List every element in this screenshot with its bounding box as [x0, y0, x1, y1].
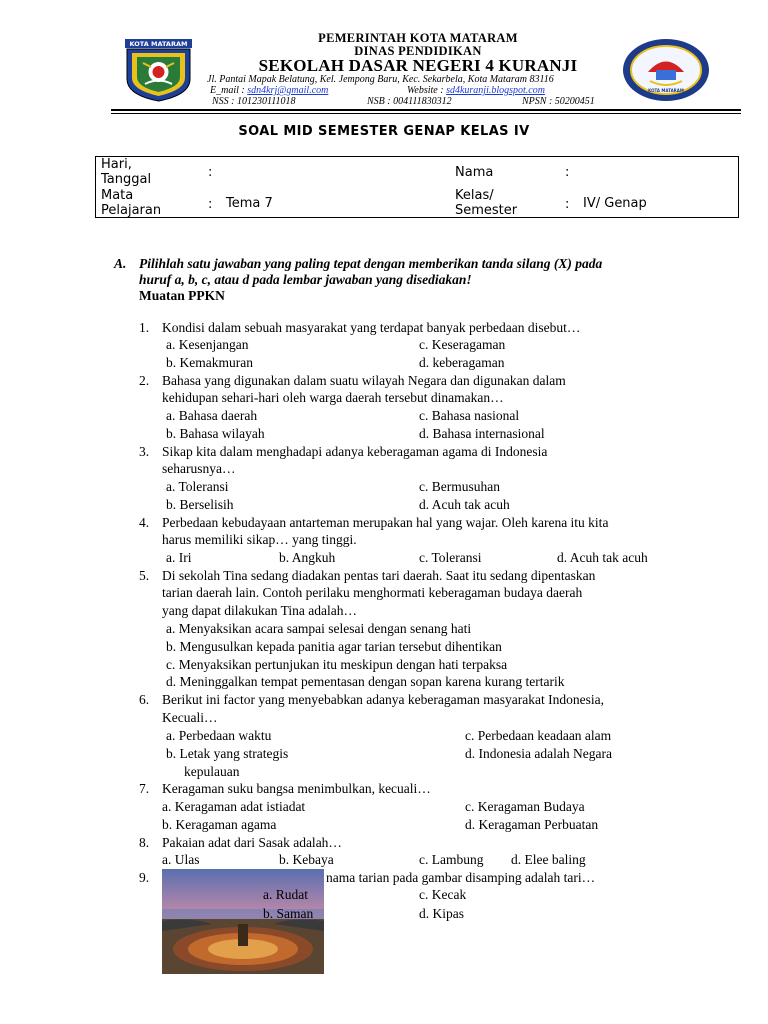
question-2: Bahasa yang digunakan dalam suatu wilayah Negara dan digunakan dalam: [162, 373, 566, 388]
question-5-cont: yang dapat dilakukan Tina adalah…: [162, 603, 357, 618]
option: c. Bahasa nasional: [419, 408, 520, 423]
option: c. Perbedaan keadaan alam: [465, 728, 612, 743]
subject-value: Tema 7: [226, 196, 273, 211]
option: c. Keseragaman: [419, 337, 506, 352]
question-3: Sikap kita dalam menghadapi adanya keberagaman agama di Indonesia: [162, 444, 548, 459]
question-number: 3.: [139, 444, 150, 459]
option: c. Keragaman Budaya: [465, 799, 585, 814]
option: d. Acuh tak acuh: [557, 550, 648, 565]
label-mata: Mata: [101, 188, 134, 203]
question-number: 9.: [139, 870, 150, 885]
option: c. Menyaksikan pertunjukan itu meskipun dengan hati terpaksa: [166, 657, 508, 672]
header-school-name: SEKOLAH DASAR NEGERI 4 KURANJI: [258, 56, 578, 75]
option: c. Lambung: [419, 852, 484, 867]
question-number: 5.: [139, 568, 150, 583]
option: d. Kipas: [419, 906, 464, 921]
option: a. Menyaksikan acara sampai selesai dengan senang hati: [166, 621, 472, 636]
question-2-cont: kehidupan sehari-hari oleh warga daerah tersebut dinamakan…: [162, 390, 504, 405]
colon: :: [565, 165, 570, 180]
header-divider-thin: [111, 113, 741, 114]
option: a. Rudat: [263, 887, 308, 902]
option: d. Elee baling: [511, 852, 586, 867]
option: b. Saman: [263, 906, 314, 921]
option: c. Toleransi: [419, 550, 482, 565]
label-kelas: Kelas/: [455, 188, 494, 203]
question-number: 4.: [139, 515, 150, 530]
option: a. Iri: [166, 550, 192, 565]
question-6: Berikut ini factor yang menyebabkan adanya keberagaman masyarakat Indonesia,: [162, 692, 604, 707]
question-5: Di sekolah Tina sedang diadakan pentas tari daerah. Saat itu sedang dipentaskan: [162, 568, 596, 583]
option: c. Kecak: [419, 887, 467, 902]
option: b. Kebaya: [279, 852, 334, 867]
question-number: 8.: [139, 835, 150, 850]
label-semester: Semester: [455, 203, 518, 218]
instruction-line-2: huruf a, b, c, atau d pada lembar jawaban yang disediakan!: [139, 272, 472, 287]
label-tanggal: Tanggal: [101, 172, 152, 187]
muatan-heading: Muatan PPKN: [139, 288, 225, 303]
option: d. Keragaman Perbuatan: [465, 817, 599, 832]
option: d. Indonesia adalah Negara: [465, 746, 612, 761]
question-9: nama tarian pada gambar disamping adalah tari…: [326, 870, 596, 885]
option-cont: kepulauan: [184, 764, 240, 779]
option: d. Bahasa internasional: [419, 426, 545, 441]
label-hari: Hari,: [101, 157, 132, 172]
question-number: 6.: [139, 692, 150, 707]
label-nama: Nama: [455, 165, 494, 180]
email-link[interactable]: sdn4krj@gmail.com: [247, 85, 329, 96]
option: b. Letak yang strategis: [166, 746, 289, 761]
option: d. keberagaman: [419, 355, 505, 370]
student-info-table: [95, 156, 739, 218]
label-pelajaran: Pelajaran: [101, 203, 162, 218]
colon: :: [208, 165, 213, 180]
svg-text:KOTA MATARAM: KOTA MATARAM: [648, 88, 684, 93]
colon: :: [565, 197, 570, 212]
colon: :: [208, 197, 213, 212]
kota-mataram-logo: [121, 37, 196, 103]
option: a. Bahasa daerah: [166, 408, 258, 423]
npsn-number: NPSN : 50200451: [522, 96, 595, 107]
question-7: Keragaman suku bangsa menimbulkan, kecuali…: [162, 781, 431, 796]
option: b. Bahasa wilayah: [166, 426, 265, 441]
question-number: 7.: [139, 781, 150, 796]
question-number: 2.: [139, 373, 150, 388]
school-logo: [620, 37, 712, 103]
question-4: Perbedaan kebudayaan antarteman merupakan hal yang wajar. Oleh karena itu kita: [162, 515, 609, 530]
question-4-cont: harus memiliki sikap… yang tinggi.: [162, 532, 357, 547]
question-8: Pakaian adat dari Sasak adalah…: [162, 835, 342, 850]
option: a. Perbedaan waktu: [166, 728, 272, 743]
question-3-cont: seharusnya…: [162, 461, 236, 476]
option: a. Kesenjangan: [166, 337, 249, 352]
question-6-cont: Kecuali…: [162, 710, 218, 725]
class-semester-value: IV/ Genap: [583, 196, 647, 211]
option: b. Keragaman agama: [162, 817, 277, 832]
exam-title: SOAL MID SEMESTER GENAP KELAS IV: [238, 124, 530, 139]
question-1: Kondisi dalam sebuah masyarakat yang terdapat banyak perbedaan disebut…: [162, 320, 581, 335]
nsb-number: NSB : 004111830312: [367, 96, 452, 107]
option: a. Keragaman adat istiadat: [162, 799, 306, 814]
section-letter: A.: [114, 256, 127, 271]
option: b. Angkuh: [279, 550, 336, 565]
option: a. Toleransi: [166, 479, 229, 494]
instruction-line-1: Pilihlah satu jawaban yang paling tepat dengan memberikan tanda silang (X) pada: [139, 256, 603, 271]
question-5-cont: tarian daerah lain. Contoh perilaku menghormati keberagaman budaya daerah: [162, 585, 583, 600]
header-government: PEMERINTAH KOTA MATARAM: [318, 31, 518, 45]
header-department: DINAS PENDIDIKAN: [354, 44, 482, 58]
website-link[interactable]: sd4kuranji.blogspot.com: [446, 85, 545, 96]
option: a. Ulas: [162, 852, 200, 867]
header-address: Jl. Pantai Mapak Belatung, Kel. Jempong Baru, Kec. Sekarbela, Kota Mataram 83116: [207, 74, 554, 85]
option: b. Kemakmuran: [166, 355, 253, 370]
nss-number: NSS : 101230111018: [212, 96, 296, 107]
option: d. Meninggalkan tempat pementasan dengan sopan karena kurang tertarik: [166, 674, 565, 689]
option: b. Mengusulkan kepada panitia agar tarian tersebut dihentikan: [166, 639, 502, 654]
question-number: 1.: [139, 320, 150, 335]
option: b. Berselisih: [166, 497, 234, 512]
option: d. Acuh tak acuh: [419, 497, 510, 512]
header-divider-thick: [111, 109, 741, 111]
svg-text:KOTA MATARAM: KOTA MATARAM: [129, 40, 188, 49]
option: c. Bermusuhan: [419, 479, 500, 494]
